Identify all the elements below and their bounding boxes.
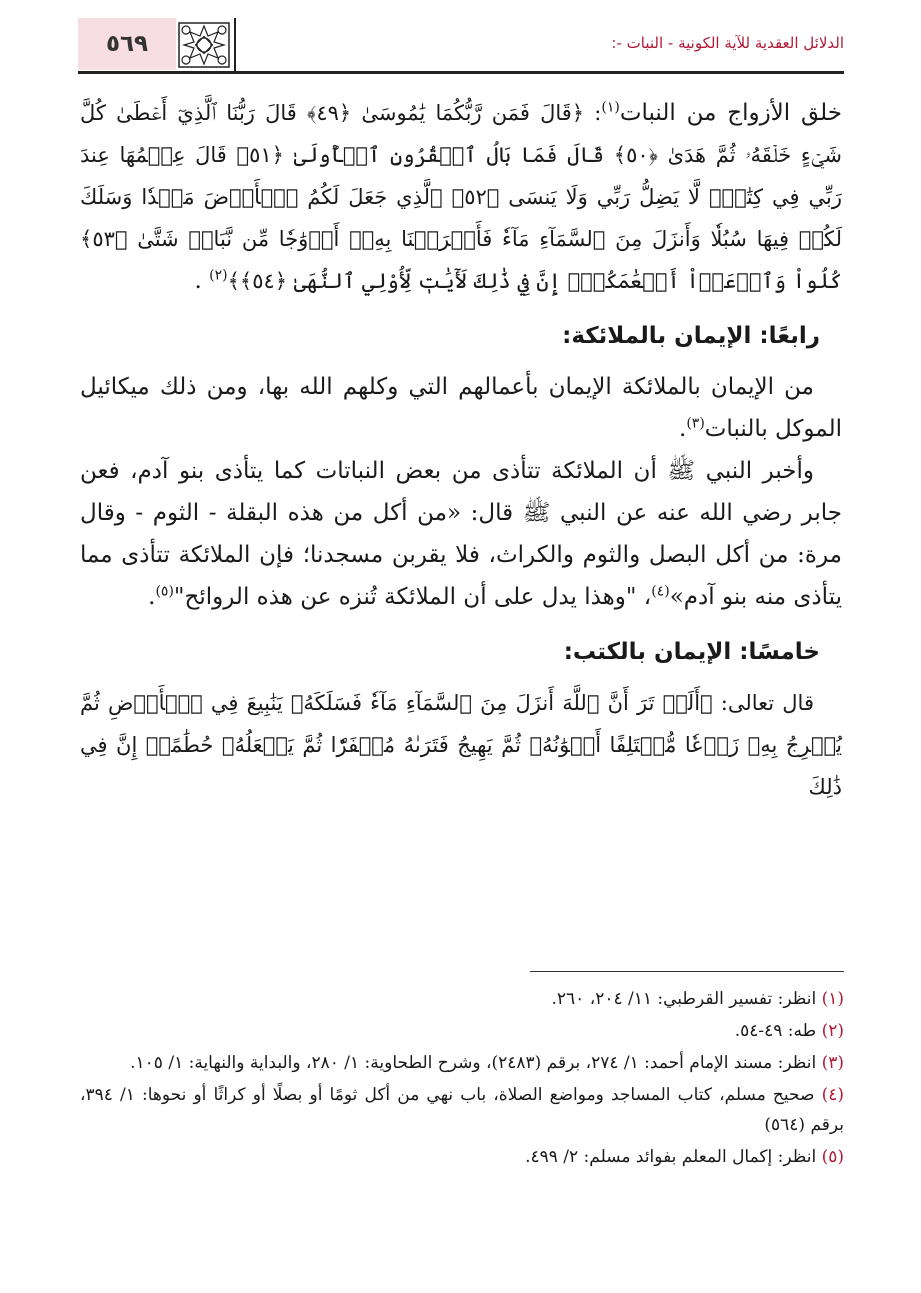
footnote-3: [80, 1048, 844, 1078]
header-divider: [234, 18, 236, 72]
section-heading-angels: رابعًا: الإيمان بالملائكة:: [562, 323, 820, 349]
running-title: الدلائل العقدية للآية الكونية - النبات -:: [611, 34, 844, 52]
paragraph-quran-taha: [80, 92, 842, 302]
quran-quote-taha: : ﴿قَالَ فَمَن رَّبُّكُمَا يَٰمُوسَىٰ ﴿٤٩﴾ قَالَ رَبُّنَا ٱلَّذِيٓ أَعۡطَىٰ كُلَّ شَيۡءٍ خَلۡقَهُۥ ثُمَّ هَدَىٰ ﴿٥٠﴾ قَالَ فَمَا بَالُ ٱلۡقُرُونِ ٱلۡأُولَىٰ ﴿٥١﴾ قَالَ عِلۡمُهَا عِندَ رَبِّي فِي كِتَٰبٖۖ لَّا يَضِلُّ رَبِّي وَلَا يَنسَى ﴿٥٢﴾ ٱلَّذِي جَعَلَ لَكُمُ ٱلۡأَرۡضَ مَهۡدٗا وَسَلَكَ لَكُمۡ فِيهَا سُبُلٗا وَأَنزَلَ مِنَ ٱلسَّمَآءِ مَآءٗ فَأَخۡرَجۡنَا بِهِۦٓ أَزۡوَٰجٗا مِّن نَّبَاتٖ شَتَّىٰ ﴿٥٣﴾ كُلُواْ وَٱرۡعَوۡاْ أَنۡعَٰمَكُمۡۚ إِنَّ فِي ذَٰلِكَ لَأٓيَٰتٖ لِّأُوْلِي ٱلنُّهَىٰ ﴿٥٤﴾﴾: [80, 101, 842, 293]
footnote-number: (٣): [821, 1053, 844, 1073]
para2-end: .: [679, 416, 687, 442]
footnote-number: (٥): [821, 1147, 844, 1167]
footnote-ref-1[interactable]: (١): [601, 99, 620, 116]
paragraph-quran-zumar: قال تعالى: ﴿أَلَمۡ تَرَ أَنَّ ٱللَّهَ أَنزَلَ مِنَ ٱلسَّمَآءِ مَآءٗ فَسَلَكَهُۥ يَنَٰبِيعَ فِي ٱلۡأَرۡضِ ثُمَّ يُخۡرِجُ بِهِۦ زَرۡعٗا مُّخۡتَلِفًا أَلۡوَٰنُهُۥ ثُمَّ يَهِيجُ فَتَرَىٰهُ مُصۡفَرّٗا ثُمَّ يَجۡعَلُهُۥ حُطَٰمًاۚ إِنَّ فِي ذَٰلِكَ: [80, 691, 842, 799]
para1-intro: خلق الأزواج من النبات: [619, 100, 843, 126]
footnote-text: طه: ٤٩-٥٤.: [734, 1021, 817, 1041]
page-number: ٥٦٩: [78, 18, 176, 70]
footnote-text: انظر: مسند الإمام أحمد: ١/ ٢٧٤، برقم (٢٤٨٣)، وشرح الطحاوية: ١/ ٢٨٠، والبداية والنهاية: ١/ ١٠٥.: [130, 1053, 817, 1073]
paragraph-angels: [80, 366, 842, 450]
footnote-2: [80, 1016, 844, 1046]
footnote-1: [80, 984, 844, 1014]
page-header: [78, 18, 844, 72]
footnote-number: (٤): [821, 1085, 844, 1105]
footnote-text: صحيح مسلم، كتاب المساجد ومواضع الصلاة، باب نهي من أكل ثومًا أو بصلًا أو كراثًا أو نحوها: ١/ ٣٩٤، برقم (٥٦٤): [80, 1085, 844, 1135]
footnote-number: (٢): [821, 1021, 844, 1041]
para3-text2: ، "وهذا يدل على أن الملائكة تُنزه عن هذه الروائح": [173, 584, 652, 610]
footnote-text: انظر: إكمال المعلم بفوائد مسلم: ٢/ ٤٩٩.: [525, 1147, 817, 1167]
page-body: [80, 92, 842, 808]
footnotes: [80, 984, 844, 1174]
section-heading-books: خامسًا: الإيمان بالكتب:: [563, 639, 820, 665]
islamic-star-ornament-icon: [178, 22, 230, 68]
footnote-text: انظر: تفسير القرطبي: ١١/ ٢٠٤، ٢٦٠.: [551, 989, 817, 1009]
footnote-ref-5[interactable]: (٥): [155, 583, 174, 600]
footnote-ref-3[interactable]: (٣): [686, 415, 705, 432]
footnote-4: [80, 1080, 844, 1140]
para3-text: وأخبر النبي ﷺ أن الملائكة تتأذى من بعض النباتات كما يتأذى بنو آدم، فعن جابر رضي الله عنه عن النبي ﷺ قال: «من أكل من هذه البقلة - الثوم - وقال مرة: من أكل البصل والثوم والكراث، فلا يقربن مسجدنا؛ فإن الملائكة تتأذى مما يتأذى منه بنو آدم»: [80, 458, 842, 610]
footnote-5: [80, 1142, 844, 1172]
footnote-ref-4[interactable]: (٤): [651, 583, 670, 600]
footnote-number: (١): [821, 989, 844, 1009]
para1-end: .: [194, 268, 202, 294]
para3-end: .: [148, 584, 156, 610]
header-rule: [78, 71, 844, 74]
para2-text: من الإيمان بالملائكة الإيمان بأعمالهم التي وكلهم الله بها، ومن ذلك ميكائيل الموكل بالنبات: [80, 374, 842, 442]
footnote-ref-2[interactable]: (٢): [209, 267, 228, 284]
paragraph-hadith: [80, 450, 842, 618]
footnote-divider: [530, 971, 844, 972]
